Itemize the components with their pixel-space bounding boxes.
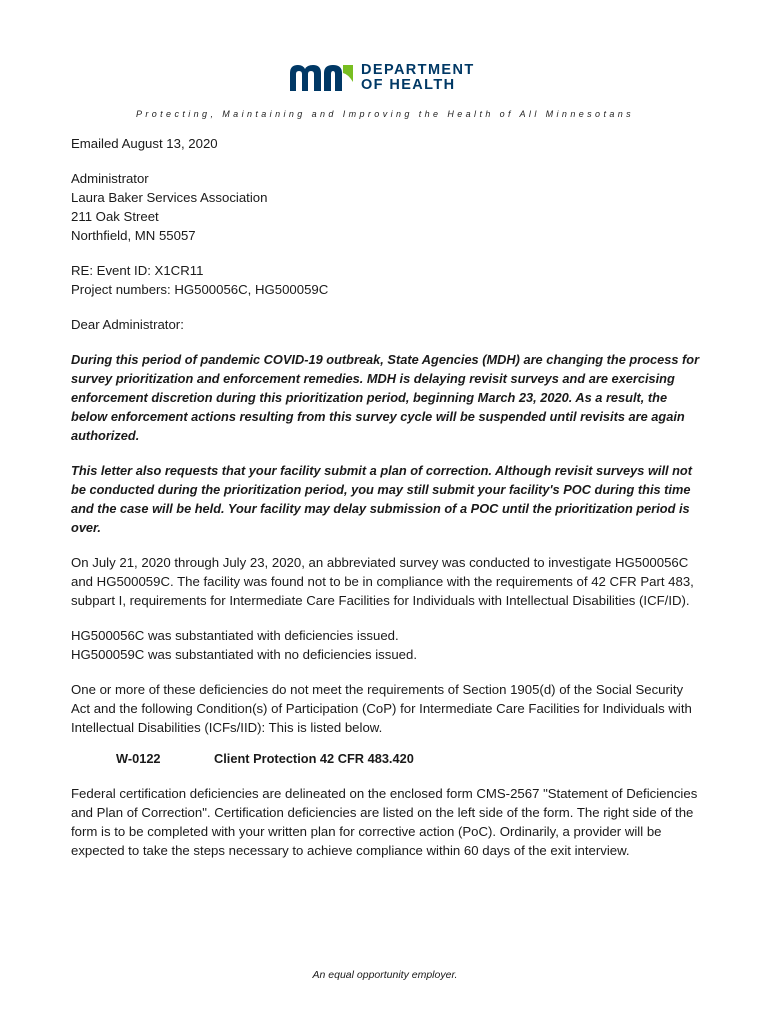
letter-date: Emailed August 13, 2020 bbox=[71, 136, 218, 151]
condition-paragraph: One or more of these deficiencies do not meet the requirements of Section 1905(d) of the Social Security Act and the following Condition(s) of Participation (CoP) for Intermediate Care Facilities for Individuals with Intellectual Disabilities (ICFs/IID): This is listed below. bbox=[71, 682, 692, 735]
poc-notice-paragraph: This letter also requests that your facility submit a plan of correction. Although revisit surveys will not be conducted during the prioritization period, you may still submit your facility's POC during this time and the case will be held. Your facility may delay submission of a POC until the prioritization period is over. bbox=[71, 463, 693, 535]
deficiency-tag-title: Client Protection 42 CFR 483.420 bbox=[214, 751, 414, 766]
address-line-4: Northfield, MN 55057 bbox=[71, 228, 196, 243]
deficiency-tag-code: W-0122 bbox=[116, 751, 161, 766]
finding-2: HG500059C was substantiated with no deficiencies issued. bbox=[71, 647, 418, 662]
mn-logo-icon bbox=[288, 62, 354, 92]
address-line-3: 211 Oak Street bbox=[71, 209, 159, 224]
logo-line-2: OF HEALTH bbox=[361, 77, 456, 93]
mdh-logo bbox=[288, 62, 488, 96]
logo-line-1: DEPARTMENT bbox=[361, 62, 475, 78]
survey-paragraph: On July 21, 2020 through July 23, 2020, an abbreviated survey was conducted to investigate HG500056C and HG500059C. The facility was found not to be in compliance with the requirements of 42 CFR Part 483, subpart I, requirements for Intermediate Care Facilities for Individuals with Intellectual Disabilities (ICF/ID). bbox=[71, 555, 694, 608]
re-project-numbers: Project numbers: HG500056C, HG500059C bbox=[71, 282, 329, 297]
address-line-1: Administrator bbox=[71, 171, 149, 186]
logo-wordmark bbox=[361, 63, 475, 93]
re-event-id: RE: Event ID: X1CR11 bbox=[71, 263, 204, 278]
covid-notice-paragraph: During this period of pandemic COVID-19 outbreak, State Agencies (MDH) are changing the process for survey prioritization and enforcement remedies. MDH is delaying revisit surveys and are exercising enforcement discretion during this prioritization period, beginning March 23, 2020. As a result, the below enforcement actions resulting from this survey cycle will be suspended until revisits are again authorized. bbox=[71, 352, 700, 443]
footer-text: An equal opportunity employer. bbox=[312, 969, 458, 981]
address-line-2: Laura Baker Services Association bbox=[71, 190, 268, 205]
finding-1: HG500056C was substantiated with deficiencies issued. bbox=[71, 628, 399, 643]
deficiency-tag-row bbox=[116, 749, 701, 768]
closing-paragraph: Federal certification deficiencies are delineated on the enclosed form CMS-2567 "Statement of Deficiencies and Plan of Correction". Certification deficiencies are listed on the left side of the form. The right side of the form is to be completed with your written plan for corrective action (PoC). Ordinarily, a provider will be expected to take the steps necessary to achieve compliance within 60 days of the exit interview. bbox=[71, 786, 698, 858]
agency-motto: Protecting, Maintaining and Improving the Health of All Minnesotans bbox=[135, 109, 635, 119]
letter-body bbox=[71, 134, 701, 860]
salutation: Dear Administrator: bbox=[71, 317, 184, 332]
